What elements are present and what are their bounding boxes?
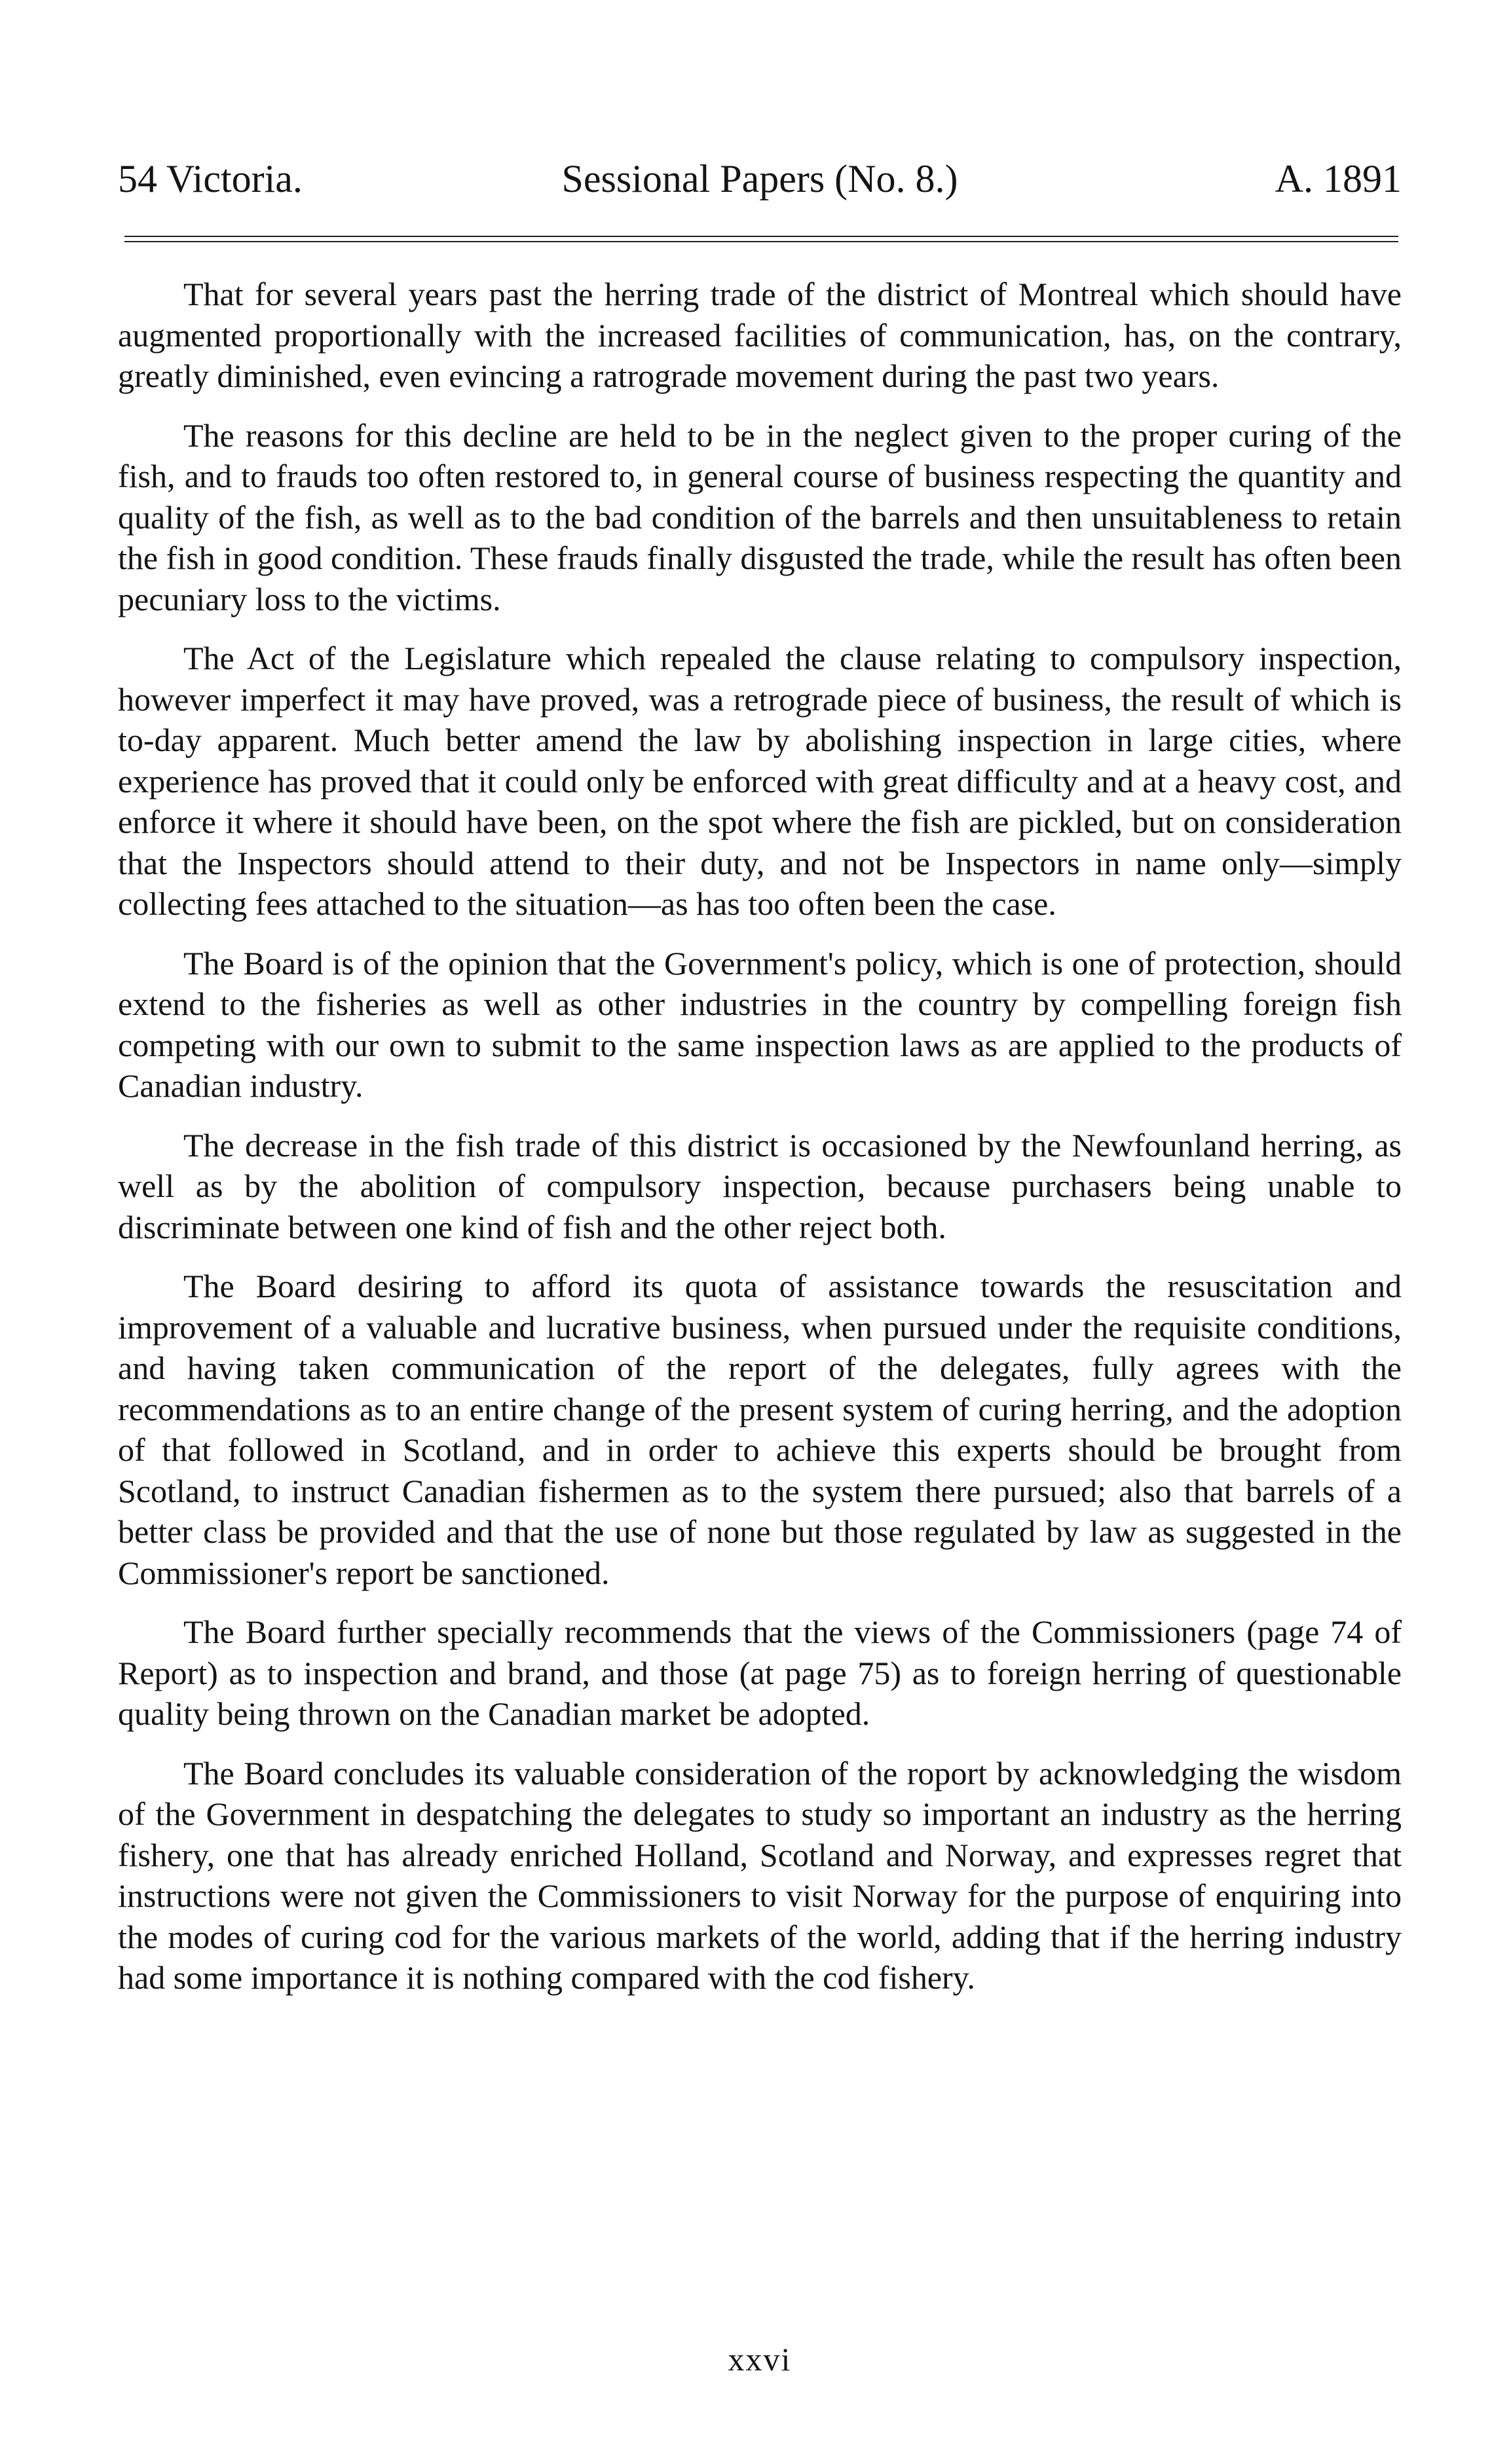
paragraph: The Act of the Legislature which repealed the clause relating to compulsory inspection, however imperfect it may have proved, was a retrograde piece of business, the result of which is to-day apparent. Much better amend the law by abolishing inspection in large cities, where experience has proved that it could only be enforced with great difficulty and at a heavy cost, and enforce it where it should have been, on the spot where the fish are pickled, but on consideration that the Inspectors should attend to their duty, and not be Inspectors in name only—simply collecting fees attached to the situation—as has too often been the case.: [118, 640, 1402, 922]
header-year: A. 1891: [1275, 157, 1402, 200]
header-volume: 54 Victoria.: [118, 157, 303, 200]
paragraph: The reasons for this decline are held to be in the neglect given to the proper curing of the fish, and to frauds too often restored to, in general course of business respecting the quantity and quality of the fish, as well as to the bad condition of the barrels and then unsuitableness to retain the fish in good condition. These frauds finally disgusted the trade, while the result has often been pecuniary loss to the victims.: [118, 416, 1402, 617]
paragraph: That for several years past the herring trade of the district of Montreal which should have augmented proportionally with the increased facilities of communication, has, on the contrary, greatly diminished, even evincing a ratrograde movement during the past two years.: [118, 276, 1402, 394]
header-rule-bottom: [124, 241, 1398, 242]
paragraph: The Board concludes its valuable consideration of the roport by acknowledging the wisdom of the Government in despatching the delegates to study so important an industry as the herring fishery, one that has already enriched Holland, Scotland and Norway, and expresses regret that instructions were not given the Commissioners to visit Norway for the purpose of enquiring into the modes of curing cod for the various markets of the world, adding that if the herring industry had some importance it is nothing compared with the cod fishery.: [118, 1754, 1402, 1996]
page-number: xxvi: [728, 2341, 792, 2378]
body-text: [118, 274, 1402, 2017]
document-page: [118, 0, 1402, 2464]
paragraph: The Board is of the opinion that the Government's policy, which is one of protection, should extend to the fisheries as well as other industries in the country by compelling foreign fish competing with our own to submit to the same inspection laws as are applied to the products of Canadian industry.: [118, 944, 1402, 1104]
header-rule-top: [124, 236, 1398, 237]
paragraph: The Board further specially recommends that the views of the Commissioners (page 74 of Report) as to inspection and brand, and those (at page 75) as to foreign herring of questionable quality being thrown on the Canadian market be adopted.: [118, 1613, 1402, 1732]
paragraph: The Board desiring to afford its quota of assistance towards the resuscitation and improvement of a valuable and lucrative business, when pursued under the requisite conditions, and having taken communication of the report of the delegates, fully agrees with the recommendations as to an entire change of the present system of curing herring, and the adoption of that followed in Scotland, and in order to achieve this experts should be brought from Scotland, to instruct Canadian fishermen as to the system there pursued; also that barrels of a better class be provided and that the use of none but those regulated by law as suggested in the Commissioner's report be sanctioned.: [118, 1268, 1402, 1591]
header-title: Sessional Papers (No. 8.): [561, 157, 958, 200]
paragraph: The decrease in the fish trade of this district is occasioned by the Newfounland herring, as well as by the abolition of compulsory inspection, because purchasers being unable to discriminate between one kind of fish and the other reject both.: [118, 1126, 1402, 1245]
page-header: [118, 149, 1402, 208]
